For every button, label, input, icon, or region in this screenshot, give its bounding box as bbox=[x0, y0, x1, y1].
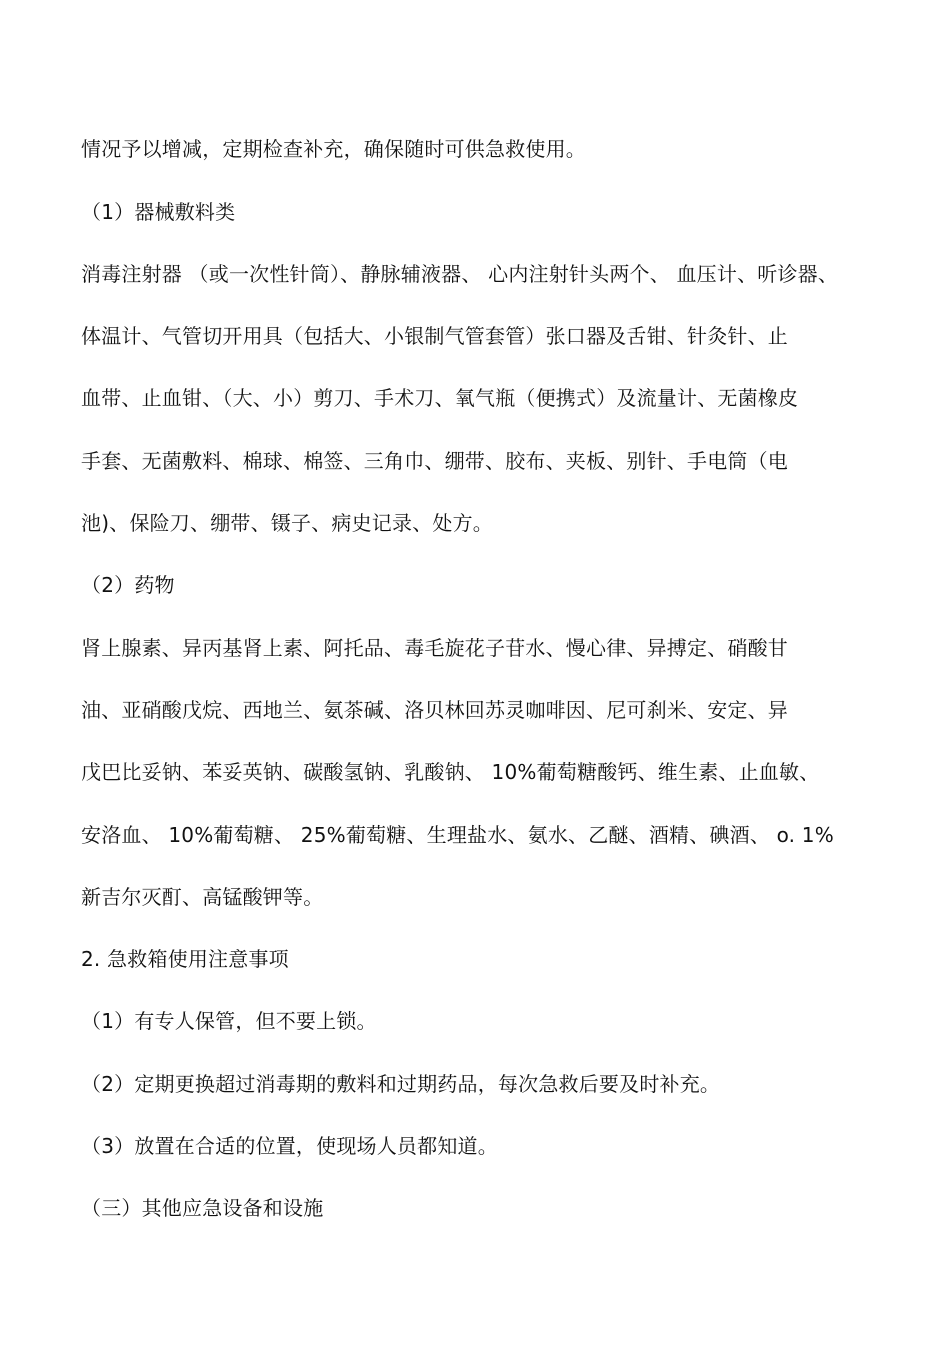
paragraph-line: 池)、保险刀、绷带、镊子、病史记录、处方。 bbox=[81, 511, 494, 535]
paragraph-line: 血带、止血钳、（大、小）剪刀、手术刀、氧气瓶（便携式）及流量计、无菌橡皮 bbox=[81, 386, 799, 410]
paragraph-line: 体温计、气管切开用具（包括大、小银制气管套管）张口器及舌钳、针灸针、止 bbox=[81, 324, 788, 348]
paragraph-line: 肾上腺素、异丙基肾上素、阿托品、毒毛旋花子苷水、慢心律、异搏定、硝酸甘 bbox=[81, 636, 788, 660]
section-heading: 2. 急救箱使用注意事项 bbox=[81, 947, 289, 971]
list-item: （1）有专人保管，但不要上锁。 bbox=[81, 1009, 377, 1033]
paragraph-line: 手套、无菌敷料、棉球、棉签、三角巾、绷带、胶布、夹板、别针、手电筒（电 bbox=[81, 449, 788, 473]
list-item: （2）定期更换超过消毒期的敷料和过期药品，每次急救后要及时补充。 bbox=[81, 1072, 721, 1096]
section-heading: （三）其他应急设备和设施 bbox=[81, 1196, 324, 1220]
section-heading: （2）药物 bbox=[81, 573, 175, 597]
paragraph-line: 情况予以增减，定期检查补充，确保随时可供急救使用。 bbox=[81, 137, 586, 161]
paragraph-line: 戊巴比妥钠、苯妥英钠、碳酸氢钠、乳酸钠、 10%葡萄糖酸钙、维生素、止血敏、 bbox=[81, 760, 820, 784]
paragraph-line: 消毒注射器 （或一次性针筒）、静脉辅液器、 心内注射针头两个、 血压计、听诊器、 bbox=[81, 262, 839, 286]
paragraph-line: 新吉尔灭酊、高锰酸钾等。 bbox=[81, 885, 324, 909]
list-item: （3）放置在合适的位置，使现场人员都知道。 bbox=[81, 1134, 498, 1158]
paragraph-line: 安洛血、 10%葡萄糖、 25%葡萄糖、生理盐水、氨水、乙醚、酒精、碘酒、 o. 1% bbox=[81, 823, 834, 847]
section-heading: （1）器械敷料类 bbox=[81, 200, 236, 224]
paragraph-line: 油、亚硝酸戊烷、西地兰、氨茶碱、洛贝林回苏灵咖啡因、尼可刹米、安定、异 bbox=[81, 698, 788, 722]
